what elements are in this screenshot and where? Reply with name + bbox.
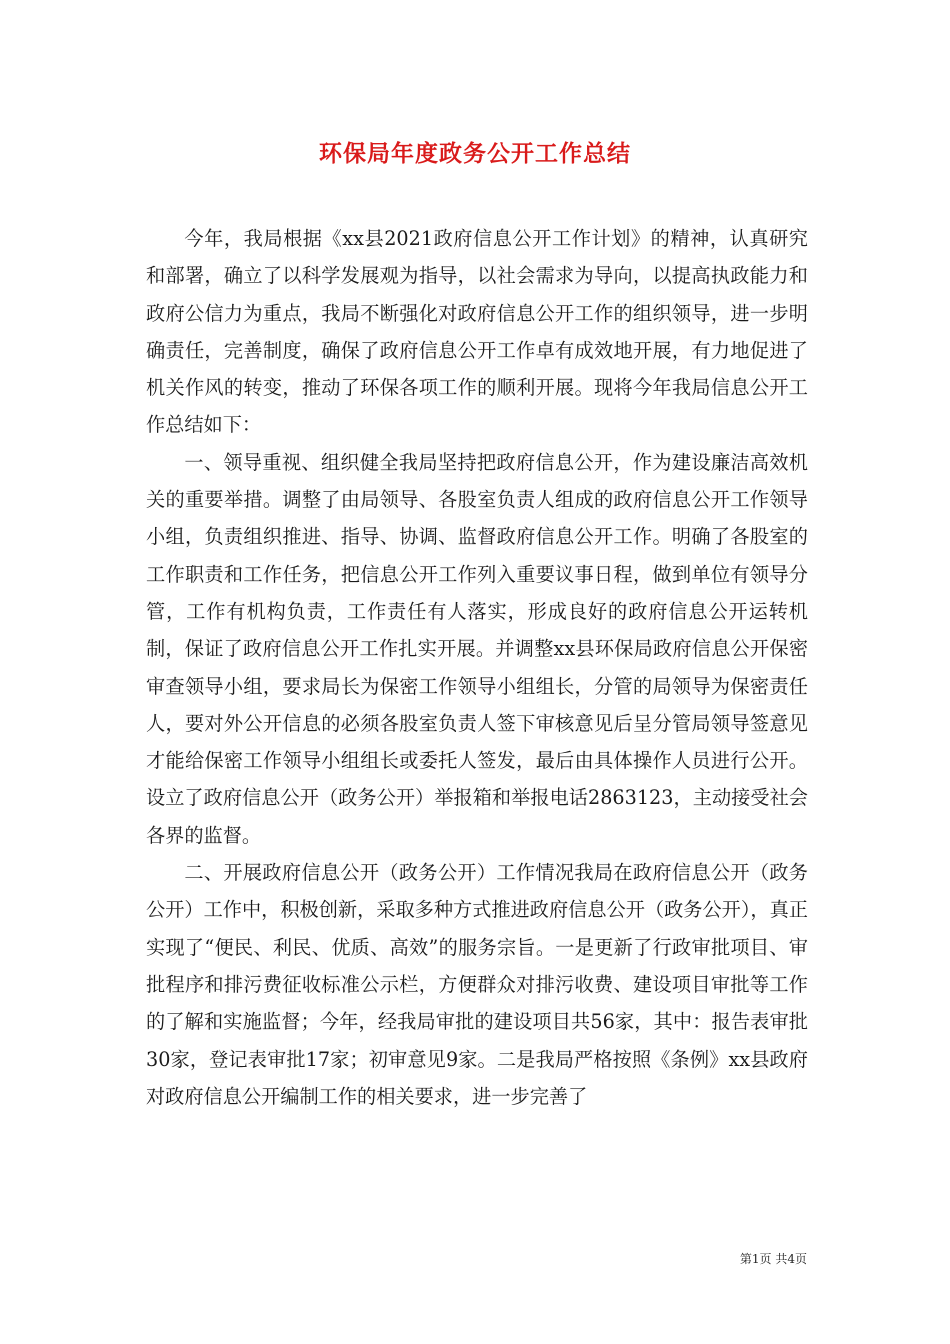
paragraph-section-two: 二、开展政府信息公开（政务公开）工作情况我局在政府信息公开（政务公开）工作中，积极创新，采取多种方式推进政府信息公开（政务公开），真正实现了“便民、利民、优质、高效”的服务宗旨。一是更新了行政审批项目、审批程序和排污费征收标准公示栏，方便群众对排污收费、建设项目审批等工作的了解和实施监督；今年，经我局审批的建设项目共56家，其中：报告表审批30家，登记表审批17家；初审意见9家。二是我局严格按照《条例》xx县政府对政府信息公开编制工作的相关要求，进一步完善了 <box>146 861 808 1108</box>
paragraph-intro: 今年，我局根据《xx县2021政府信息公开工作计划》的精神，认真研究和部署，确立了以科学发展观为指导，以社会需求为导向，以提高执政能力和政府公信力为重点，我局不断强化对政府信息公开工作的组织领导，进一步明确责任，完善制度，确保了政府信息公开工作卓有成效地开展，有力地促进了机关作风的转变，推动了环保各项工作的顺利开展。现将今年我局信息公开工作总结如下： <box>146 227 808 437</box>
document-title: 环保局年度政务公开工作总结 <box>319 140 631 167</box>
page-number-footer: 第1页 共4页 <box>739 1252 807 1266</box>
document-body <box>146 214 808 1115</box>
paragraph-section-one: 一、领导重视、组织健全我局坚持把政府信息公开，作为建设廉洁高效机关的重要举措。调整了由局领导、各股室负责人组成的政府信息公开工作领导小组，负责组织推进、指导、协调、监督政府信息公开工作。明确了各股室的工作职责和工作任务，把信息公开工作列入重要议事日程，做到单位有领导分管，工作有机构负责，工作责任有人落实，形成良好的政府信息公开运转机制，保证了政府信息公开工作扎实开展。并调整xx县环保局政府信息公开保密审查领导小组，要求局长为保密工作领导小组组长，分管的局领导为保密责任人，要对外公开信息的必须各股室负责人签下审核意见后呈分管局领导签意见才能给保密工作领导小组组长或委托人签发，最后由具体操作人员进行公开。设立了政府信息公开（政务公开）举报箱和举报电话2863123，主动接受社会各界的监督。 <box>146 450 808 847</box>
